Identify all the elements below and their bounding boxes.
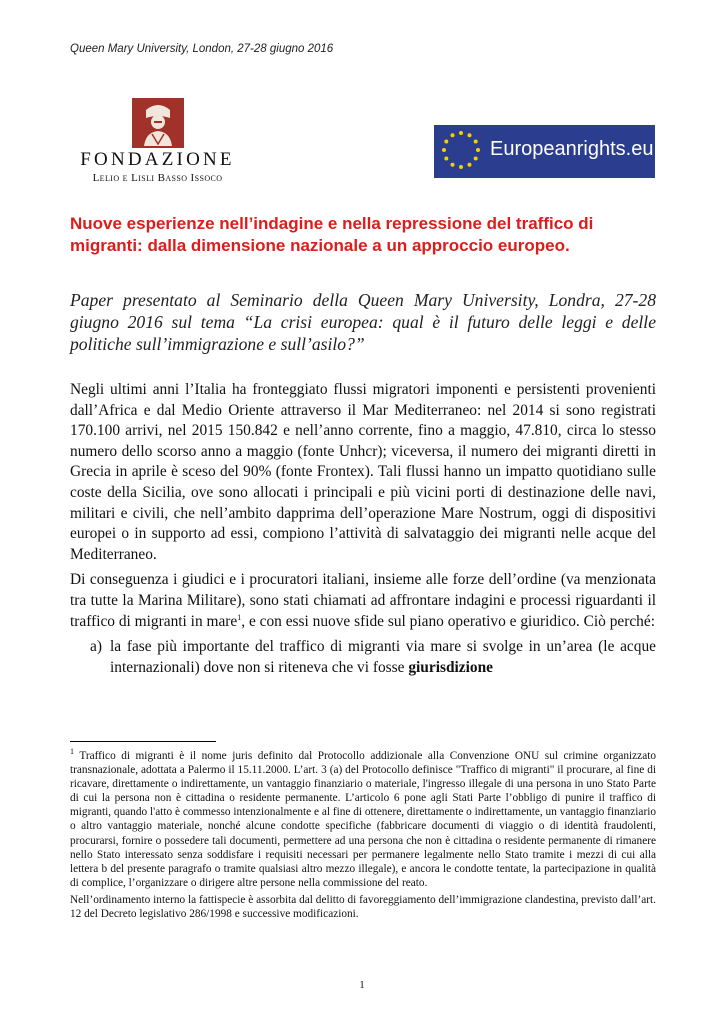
fondazione-subtitle: Lelio e Lisli Basso Issoco <box>92 172 223 184</box>
footnote-number: 1 <box>70 747 74 757</box>
eu-stars-icon <box>436 127 486 176</box>
europeanrights-logo <box>434 125 655 178</box>
list-item-emphasis: giurisdizione <box>408 658 493 676</box>
paragraph-2-text: Di conseguenza i giudici e i procuratori italiani, insieme alle forze dell’ordine (va menzionata tra tutte la Marina Militare), sono stati chiamati ad affrontare indagini e processi riguardanti il traffico di migranti in mare <box>70 571 656 630</box>
document-subtitle: Paper presentato al Seminario della Queen Mary University, Londra, 27-28 giugno 2016 sul tema “La crisi europea: qual è il futuro delle leggi e delle politiche sull’immigrazione e sull’asilo?” <box>70 290 656 354</box>
fondazione-name: FONDAZIONE <box>80 149 235 170</box>
paragraph-2-text-end: , e con essi nuove sfide sul piano operativo e giuridico. Ciò perché: <box>241 612 655 630</box>
fondazione-logo <box>70 98 245 188</box>
fondazione-emblem-icon <box>132 98 184 148</box>
footnote-1 <box>70 749 656 890</box>
list-item-text <box>110 637 656 678</box>
europeanrights-name: Europeanrights.eu <box>490 138 654 160</box>
document-title: Nuove esperienze nell’indagine e nella repressione del traffico di migranti: dalla dimensione nazionale a un approccio europeo. <box>70 214 594 255</box>
paragraph-1: Negli ultimi anni l’Italia ha fronteggiato flussi migratori imponenti e persistenti provenienti dall’Africa e dal Medio Oriente attraverso il Mar Mediterraneo: nel 2014 si sono registrati 170.100 arrivi, nel 2015 150.842 e nell’anno corrente, fino a maggio, 47.810, circa lo stesso numero dello scorso anno a maggio (fonte Unhcr); viceversa, il numero dei migranti diretti in Grecia in aprile è sceso del 90% (fonte Frontex). Tali flussi hanno un impatto quotidiano sulle coste della Sicilia, ove sono allocati i principali e più vicini porti di destinazione delle navi, militari e civili, che nell’ambito dapprima dell’operazione Mare Nostrum, oggi di dispositivi europei o in supporto ad essi, compiono l’attività di salvataggio dei migranti nelle acque del Mediterraneo. <box>70 381 656 563</box>
document-body <box>70 380 656 678</box>
list-item <box>70 637 656 678</box>
footnote-reference[interactable]: 1 <box>237 612 242 622</box>
footnote-1-note: Nell’ordinamento interno la fattispecie è assorbita dal delitto di favoreggiamento dell’immigrazione clandestina, previsto dall’art. 12 del Decreto legislativo 286/1998 e successive modificazioni. <box>70 893 656 921</box>
footnote-divider <box>70 741 216 742</box>
page-header: Queen Mary University, London, 27-28 giugno 2016 <box>70 43 334 55</box>
footnote-1-text: Traffico di migranti è il nome juris definito dal Protocollo addizionale alla Convenzione ONU sul crimine organizzato transnazionale, adottata a Palermo il 15.11.2000. L’art. 3 (a) del Protocollo definisce "Traffico di migranti" il procurare, al fine di ricavare, direttamente o indirettamente, un vantaggio finanziario o materiale, l'ingresso illegale di una persona in uno Stato Parte di cui la persona non è cittadina o residente permanente. L’articolo 6 pone agli Stati Parte l’obbligo di punire il traffico di migranti, quando l'atto è commesso intenzionalmente e al fine di ottenere, direttamente o indirettamente, un vantaggio finanziario o altro vantaggio materiale, nonché alcune condotte specifiche (fabbricare documenti di viaggio o di identità fraudolenti, procurarsi, fornire o possedere tali documenti, permettere ad una persona che non è cittadina o residente permanente di rimanere nello Stato interessato senza soddisfare i requisiti necessari per permanere legalmente nello Stato tramite i mezzi di cui alla lettera b del presente paragrafo o tramite qualsiasi altro mezzo illegale), e ancora le condotte tentate, la partecipazione in qualità di complice, l’organizzare o dirigere altre persone nella commissione del reato. <box>70 750 656 889</box>
list-marker: a) <box>90 638 102 656</box>
page-number: 1 <box>359 979 365 991</box>
footnotes <box>70 749 656 924</box>
paragraph-2 <box>70 570 656 632</box>
list-item-body: la fase più importante del traffico di migranti via mare si svolge in un’area (le acque internazionali) dove non si riteneva che vi fosse <box>110 638 656 676</box>
